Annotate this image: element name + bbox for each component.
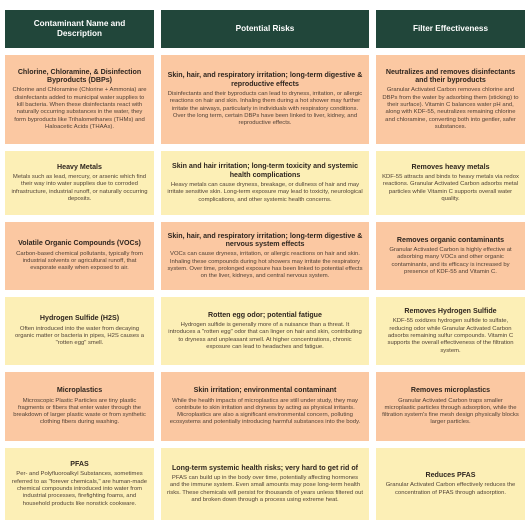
- header-contaminant-label: Contaminant Name and Description: [33, 18, 126, 38]
- row-6-contaminant: [5, 448, 154, 520]
- row-3-risk-desc: VOCs can cause dryness, irritation, or allergic reactions on hair and skin. Inhaling these compounds during hot showers may irritate the respiratory system. Over time, prolonged exposure has been linked to potential effects on the liver, kidneys, and central nervous system.: [167, 251, 363, 280]
- row-1-risk-desc: Disinfectants and their byproducts can lead to dryness, irritation, or allergic reactions on hair and skin. Inhaling them during a hot shower may further irritate the airways, particularly in individuals with respiratory conditions. Over the long term, certain DBPs have been linked to liver, kidney, and reproductive effects.: [167, 91, 363, 127]
- row-5-description: Microscopic Plastic Particles are tiny plastic fragments or fibers that enter water through the breakdown of larger plastic waste or from synthetic clothing fibers during washing.: [13, 397, 146, 426]
- row-3-description: Carbon-based chemical pollutants, typically from industrial solvents or agricultural runoff, that evaporate easily when exposed to air.: [16, 250, 143, 272]
- row-3-filter-title: Removes organic contaminants: [396, 235, 505, 244]
- row-2-description: Metals such as lead, mercury, or arsenic which find their way into water supplies due to corroded infrastructure, industrial runoff, or naturally occurring deposits.: [11, 174, 148, 202]
- row-1-risk: [161, 55, 369, 144]
- row-1-risk-title: Skin, hair, and respiratory irritation; long-term digestive & reproductive effects: [167, 71, 363, 88]
- row-3-name: Volatile Organic Compounds (VOCs): [18, 239, 141, 248]
- header-risks-label: Potential Risks: [235, 23, 295, 33]
- row-4-filter-desc: KDF-55 oxidizes hydrogen sulfide to sulfate, reducing odor while Granular Activated Carbon adsorbs remaining sulfur compounds. Vitamin C supports the overall effectiveness of the filtration system.: [387, 318, 514, 354]
- row-6-risk: [161, 448, 369, 520]
- row-2-name: Heavy Metals: [57, 162, 102, 171]
- row-1-contaminant: [5, 55, 154, 144]
- row-5-filter-desc: Granular Activated Carbon traps smaller microplastic particles through adsorption, while the filtration system's fine mesh design physically blocks larger particles.: [382, 397, 519, 426]
- row-4-risk-desc: Hydrogen sulfide is generally more of a nuisance than a threat. It introduces a "rotten egg" odor that can linger on hair and skin, contributing to dryness and unpleasant smell. At higher concentrations, chronic exposure can lead to headaches and fatigue.: [168, 322, 362, 350]
- row-2-contaminant: [5, 151, 154, 215]
- header-contaminant: [5, 10, 154, 48]
- row-6-risk-title: Long-term systemic health risks; very hard to get rid of: [171, 463, 359, 472]
- row-2-risk-desc: Heavy metals can cause dryness, breakage, or dullness of hair and may irritate sensitive skin. Long-term exposure may lead to toxicity, neurological complications, and other systemic health concerns.: [167, 181, 363, 203]
- row-6-risk-desc: PFAS can build up in the body over time, potentially affecting hormones and the immune system. Even small amounts may pose long-term health risks. These chemicals will persist for thousands of years unless filtered out and broken down through a process using extreme heat.: [167, 475, 364, 503]
- row-5-name: Microplastics: [56, 386, 103, 395]
- row-4-description: Often introduced into the water from decaying organic matter or bacteria in pipes, H2S causes a "rotten egg" smell.: [14, 325, 144, 347]
- row-2-filter-desc: KDF-55 attracts and binds to heavy metals via redox reactions. Granular Activated Carbon adsorbs metal particles while Vitamin C supports overall water quality.: [382, 174, 519, 202]
- row-6-filter: [376, 448, 525, 520]
- row-3-filter-desc: Granular Activated Carbon is highly effective at adsorbing many VOCs and other organic contaminants, and its efficacy is increased by presence of KDF-55 and Vitamin C.: [389, 247, 512, 275]
- row-2-risk: [161, 151, 369, 215]
- row-6-description: Per- and Polyfluoroalkyl Substances, sometimes referred to as "forever chemicals," are human-made chemical compounds introduced into water from industrial processes, firefighting foams, and household products like nonstick cookware.: [11, 471, 148, 507]
- row-5-risk-desc: While the health impacts of microplastics are still under study, they may contribute to skin irritation and dryness by acting as physical irritants. Microplastics are also a significant environmental concern, polluting ecosystems and potentially introducing harmful substances into the body.: [169, 397, 361, 426]
- row-6-name: PFAS: [70, 460, 89, 469]
- row-2-risk-title: Skin and hair irritation; long-term toxicity and systemic health complications: [171, 162, 359, 179]
- row-1-filter: [376, 55, 525, 144]
- row-1-filter-title: Neutralizes and removes disinfectants and their byproducts: [385, 67, 516, 85]
- row-2-filter: [376, 151, 525, 215]
- row-4-contaminant: [5, 297, 154, 365]
- row-5-filter-title: Removes microplastics: [410, 386, 491, 395]
- header-filter: [376, 10, 525, 48]
- row-6-filter-desc: Granular Activated Carbon effectively reduces the concentration of PFAS through adsorption.: [385, 482, 516, 496]
- row-4-name: Hydrogen Sulfide (H2S): [39, 314, 120, 323]
- row-6-filter-title: Reduces PFAS: [425, 471, 476, 479]
- row-3-contaminant: [5, 222, 154, 290]
- row-5-risk-title: Skin irritation; environmental contaminant: [193, 386, 337, 395]
- row-4-risk-title: Rotten egg odor; potential fatigue: [208, 310, 322, 319]
- row-4-risk: [161, 297, 369, 365]
- row-5-filter: [376, 372, 525, 441]
- row-1-name: Chlorine, Chloramine, & Disinfection Byproducts (DBPs): [17, 67, 142, 85]
- row-3-filter: [376, 222, 525, 290]
- header-risks: [161, 10, 369, 48]
- row-5-contaminant: [5, 372, 154, 441]
- row-3-risk: [161, 222, 369, 290]
- header-filter-label: Filter Effectiveness: [412, 23, 489, 33]
- row-4-filter: [376, 297, 525, 365]
- row-2-filter-title: Removes heavy metals: [411, 162, 490, 171]
- row-3-risk-title: Skin, hair, and respiratory irritation; long-term digestive & nervous system effects: [167, 231, 363, 248]
- row-4-filter-title: Removes Hydrogen Sulfide: [404, 307, 497, 316]
- row-5-risk: [161, 372, 369, 441]
- row-1-filter-desc: Granular Activated Carbon removes chlorine and DBPs from the water by adsorbing them (sticking) to their surface). Vitamin C balances water pH and, along with KDF-55, neutralizes remaining chlorine and chloramine, converting both into gentler, safer substances.: [382, 87, 519, 130]
- row-1-description: Chlorine and Chloramine (Chlorine + Ammonia) are disinfectants added to municipal water supplies to kill bacteria. When these disinfectants react with naturally occurring substances in the water, they form byproducts like Trihalomethanes (THMs) and Haloacetic Acids (THAAs).: [12, 87, 147, 130]
